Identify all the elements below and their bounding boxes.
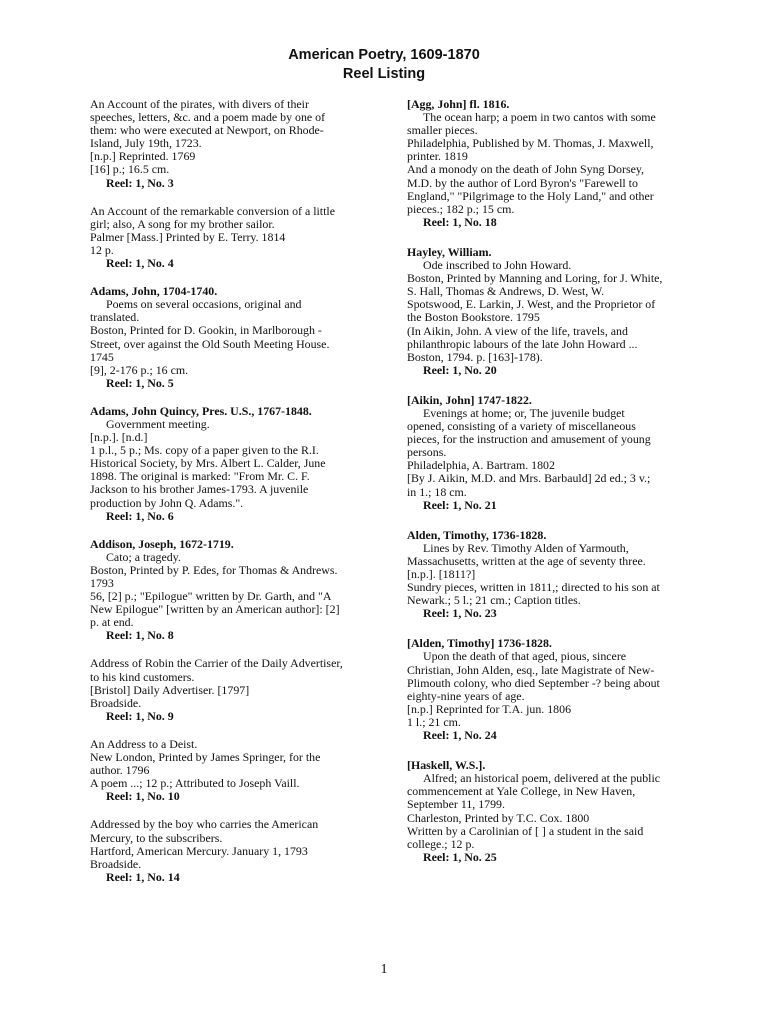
entry-heading: [Agg, John] fl. 1816. (407, 97, 510, 111)
entry-text-line: commencement at Yale College, in New Haven, (407, 784, 636, 799)
entry-text-line: translated. (90, 310, 140, 325)
entry-text-line: to his kind customers. (90, 669, 195, 684)
entry-heading: [Alden, Timothy] 1736-1828. (407, 636, 552, 651)
entry-text-line: M.D. by the author of Lord Byron's "Farewell to (407, 175, 638, 190)
entry-text-line: Addressed by the boy who carries the American (90, 817, 319, 832)
entry-heading: Hayley, William. (407, 244, 492, 259)
left-column (90, 98, 365, 899)
reel-number: Reel: 1, No. 20 (423, 362, 497, 377)
entry-text-line: Hartford, American Mercury. January 1, 1793 (90, 843, 308, 858)
entry-heading: Adams, John, 1704-1740. (90, 284, 218, 299)
entry-title-line: Evenings at home; or, The juvenile budget (423, 405, 625, 420)
entry-text-line: Boston, Printed for D. Gookin, in Marlborough - (90, 323, 322, 338)
entry-text-line: author. 1796 (90, 763, 150, 778)
entry-text-line: Philadelphia, Published by M. Thomas, J. Maxwell, (407, 136, 654, 151)
entry-title-line: Poems on several occasions, original and (106, 297, 302, 312)
reel-number: Reel: 1, No. 21 (423, 497, 497, 512)
entry-heading: [Aikin, John] 1747-1822. (407, 392, 532, 407)
entry-text-line: An Address to a Deist. (90, 736, 198, 751)
entry-text-line: And a monody on the death of John Syng Dorsey, (407, 162, 645, 177)
entry-text-line: England," "Pilgrimage to the Holy Land," and other (407, 188, 654, 203)
right-column (407, 98, 682, 881)
entry-text-line: them: who were executed at Newport, on Rhode- (90, 123, 324, 138)
entry-text-line: 1 l.; 21 cm. (407, 714, 461, 729)
entry-title-line: Ode inscribed to John Howard. (423, 258, 572, 273)
catalog-entry (90, 405, 365, 523)
entry-text-line: Broadside. (90, 856, 142, 871)
reel-number: Reel: 1, No. 18 (423, 214, 497, 229)
entry-text-line: (In Aikin, John. A view of the life, travels, and (407, 323, 628, 338)
entry-text-line: Jackson to his brother James-1793. A juvenile (90, 482, 309, 497)
entry-text-line: p. at end. (90, 615, 134, 630)
entry-text-line: eighty-nine years of age. (407, 688, 525, 703)
entry-text-line: Historical Society, by Mrs. Albert L. Calder, June (90, 456, 326, 471)
entry-text-line: [n.p.] Reprinted. 1769 (90, 149, 196, 164)
reel-number: Reel: 1, No. 10 (106, 789, 180, 804)
entry-text-line: [n.p.]. [1811?] (407, 567, 476, 581)
entry-text-line: Island, July 19th, 1723. (90, 136, 202, 151)
entry-text-line: opened, consisting of a variety of miscellaneous (407, 419, 636, 434)
entry-text-line: speeches, letters, &c. and a poem made by one of (90, 110, 326, 125)
catalog-entry (90, 205, 365, 270)
reel-number: Reel: 1, No. 23 (423, 606, 497, 621)
entry-text-line: [16] p.; 16.5 cm. (90, 162, 170, 177)
entry-heading: Alden, Timothy, 1736-1828. (407, 527, 547, 542)
reel-number: Reel: 1, No. 8 (106, 628, 174, 643)
reel-number: Reel: 1, No. 3 (106, 175, 174, 190)
entry-text-line: smaller pieces. (407, 123, 478, 138)
entry-text-line: 1 p.l., 5 p.; Ms. copy of a paper given to the R.I. (90, 443, 319, 458)
entry-text-line: production by John Q. Adams.". (90, 495, 244, 510)
entry-text-line: Palmer [Mass.] Printed by E. Terry. 1814 (90, 229, 286, 244)
entry-text-line: Street, over against the Old South Meeting House. (90, 336, 330, 351)
catalog-entry (407, 98, 682, 229)
entry-text-line: printer. 1819 (407, 149, 468, 164)
entry-text-line: Newark.; 5 l.; 21 cm.; Caption titles. (407, 593, 581, 608)
entry-text-line: 1745 (90, 349, 114, 364)
entry-text-line: Sundry pieces, written in 1811,; directed to his son at (407, 580, 660, 595)
entry-text-line: Spotswood, E. Larkin, J. West, and the Proprietor of (407, 297, 656, 312)
entry-title-line: Cato; a tragedy. (106, 549, 181, 564)
entry-text-line: [n.p.]. [n.d.] (90, 430, 148, 445)
entry-text-line: Boston, 1794. p. [163]-178). (407, 349, 543, 364)
entry-text-line: 1898. The original is marked: "From Mr. C. F. (90, 469, 310, 484)
reel-number: Reel: 1, No. 4 (106, 256, 174, 271)
entry-text-line: college.; 12 p. (407, 836, 475, 851)
catalog-entry (90, 285, 365, 390)
reel-number: Reel: 1, No. 25 (423, 849, 497, 864)
reel-number: Reel: 1, No. 6 (106, 508, 174, 523)
entry-text-line: An Account of the remarkable conversion of a little (90, 203, 335, 218)
catalog-entry (90, 818, 365, 883)
entry-title-line: Government meeting. (106, 416, 210, 431)
entry-text-line: in 1.; 18 cm. (407, 484, 467, 499)
entry-text-line: Boston, Printed by Manning and Loring, for J. White, (407, 271, 663, 286)
entry-text-line: [9], 2-176 p.; 16 cm. (90, 362, 189, 377)
entry-text-line: Boston, Printed by P. Edes, for Thomas & Andrews. (90, 562, 338, 577)
page-header (0, 46, 768, 84)
entry-text-line: Massachusetts, written at the age of seventy three. (407, 553, 646, 568)
catalog-entry (407, 246, 682, 377)
entry-title-line: The ocean harp; a poem in two cantos with some (423, 110, 656, 125)
catalog-entry (90, 738, 365, 803)
entry-text-line: philanthropic labours of the late John Howard ... (407, 336, 638, 351)
document-subtitle: Reel Listing (342, 66, 426, 82)
entry-title-line: Lines by Rev. Timothy Alden of Yarmouth, (423, 540, 629, 555)
reel-number: Reel: 1, No. 14 (106, 869, 180, 884)
reel-number: Reel: 1, No. 5 (106, 375, 174, 390)
entry-text-line: pieces, for the instruction and amusement of young (407, 432, 651, 447)
entry-text-line: S. Hall, Thomas & Andrews, D. West, W. (407, 284, 605, 299)
entry-text-line: pieces.; 182 p.; 15 cm. (407, 201, 515, 216)
entry-text-line: Charleston, Printed by T.C. Cox. 1800 (407, 810, 590, 825)
document-title: American Poetry, 1609-1870 (288, 47, 480, 63)
entry-text-line: the Boston Bookstore. 1795 (407, 310, 540, 325)
entry-text-line: Mercury, to the subscribers. (90, 830, 223, 845)
entry-text-line: New Epilogue" [written by an American author]: [2] (90, 602, 340, 617)
entry-text-line: 1793 (90, 576, 114, 590)
entry-text-line: Written by a Carolinian of [ ] a student in the said (407, 823, 644, 838)
entry-title-line: Alfred; an historical poem, delivered at the public (423, 771, 661, 786)
entry-heading: Addison, Joseph, 1672-1719. (90, 536, 234, 551)
entry-text-line: Broadside. (90, 695, 142, 710)
entry-heading: Adams, John Quincy, Pres. U.S., 1767-1848. (90, 403, 312, 418)
entry-text-line: [Bristol] Daily Advertiser. [1797] (90, 682, 250, 697)
entry-text-line: [n.p.] Reprinted for T.A. jun. 1806 (407, 701, 572, 716)
page-number: 1 (380, 962, 388, 977)
reel-number: Reel: 1, No. 24 (423, 728, 497, 743)
entry-text-line: New London, Printed by James Springer, for the (90, 750, 321, 765)
entry-text-line: Christian, John Alden, esq., late Magistrate of New- (407, 662, 655, 677)
entry-heading: [Haskell, W.S.]. (407, 758, 486, 773)
entry-text-line: A poem ...; 12 p.; Attributed to Joseph Vaill. (90, 776, 300, 791)
entry-title-line: Upon the death of that aged, pious, sincere (423, 649, 627, 664)
catalog-entry (90, 657, 365, 722)
reel-number: Reel: 1, No. 9 (106, 708, 174, 723)
entry-text-line: September 11, 1799. (407, 797, 505, 812)
entry-text-line: persons. (407, 445, 447, 460)
entry-text-line: Plimouth colony, who died September -? being about (407, 675, 660, 690)
entry-text-line: Philadelphia, A. Bartram. 1802 (407, 458, 555, 473)
entry-text-line: 56, [2] p.; "Epilogue" written by Dr. Garth, and "A (90, 589, 332, 604)
catalog-entry (407, 637, 682, 742)
catalog-entry (407, 394, 682, 512)
entry-text-line: Address of Robin the Carrier of the Daily Advertiser, (90, 656, 343, 671)
catalog-entry (90, 538, 365, 643)
entry-text-line: 12 p. (90, 242, 114, 257)
entry-text-line: An Account of the pirates, with divers of their (90, 97, 309, 111)
entry-text-line: [By J. Aikin, M.D. and Mrs. Barbauld] 2d ed.; 3 v.; (407, 471, 651, 486)
catalog-entry (90, 98, 365, 190)
entry-text-line: girl; also, A song for my brother sailor. (90, 216, 275, 231)
catalog-entry (407, 759, 682, 864)
catalog-entry (407, 529, 682, 621)
